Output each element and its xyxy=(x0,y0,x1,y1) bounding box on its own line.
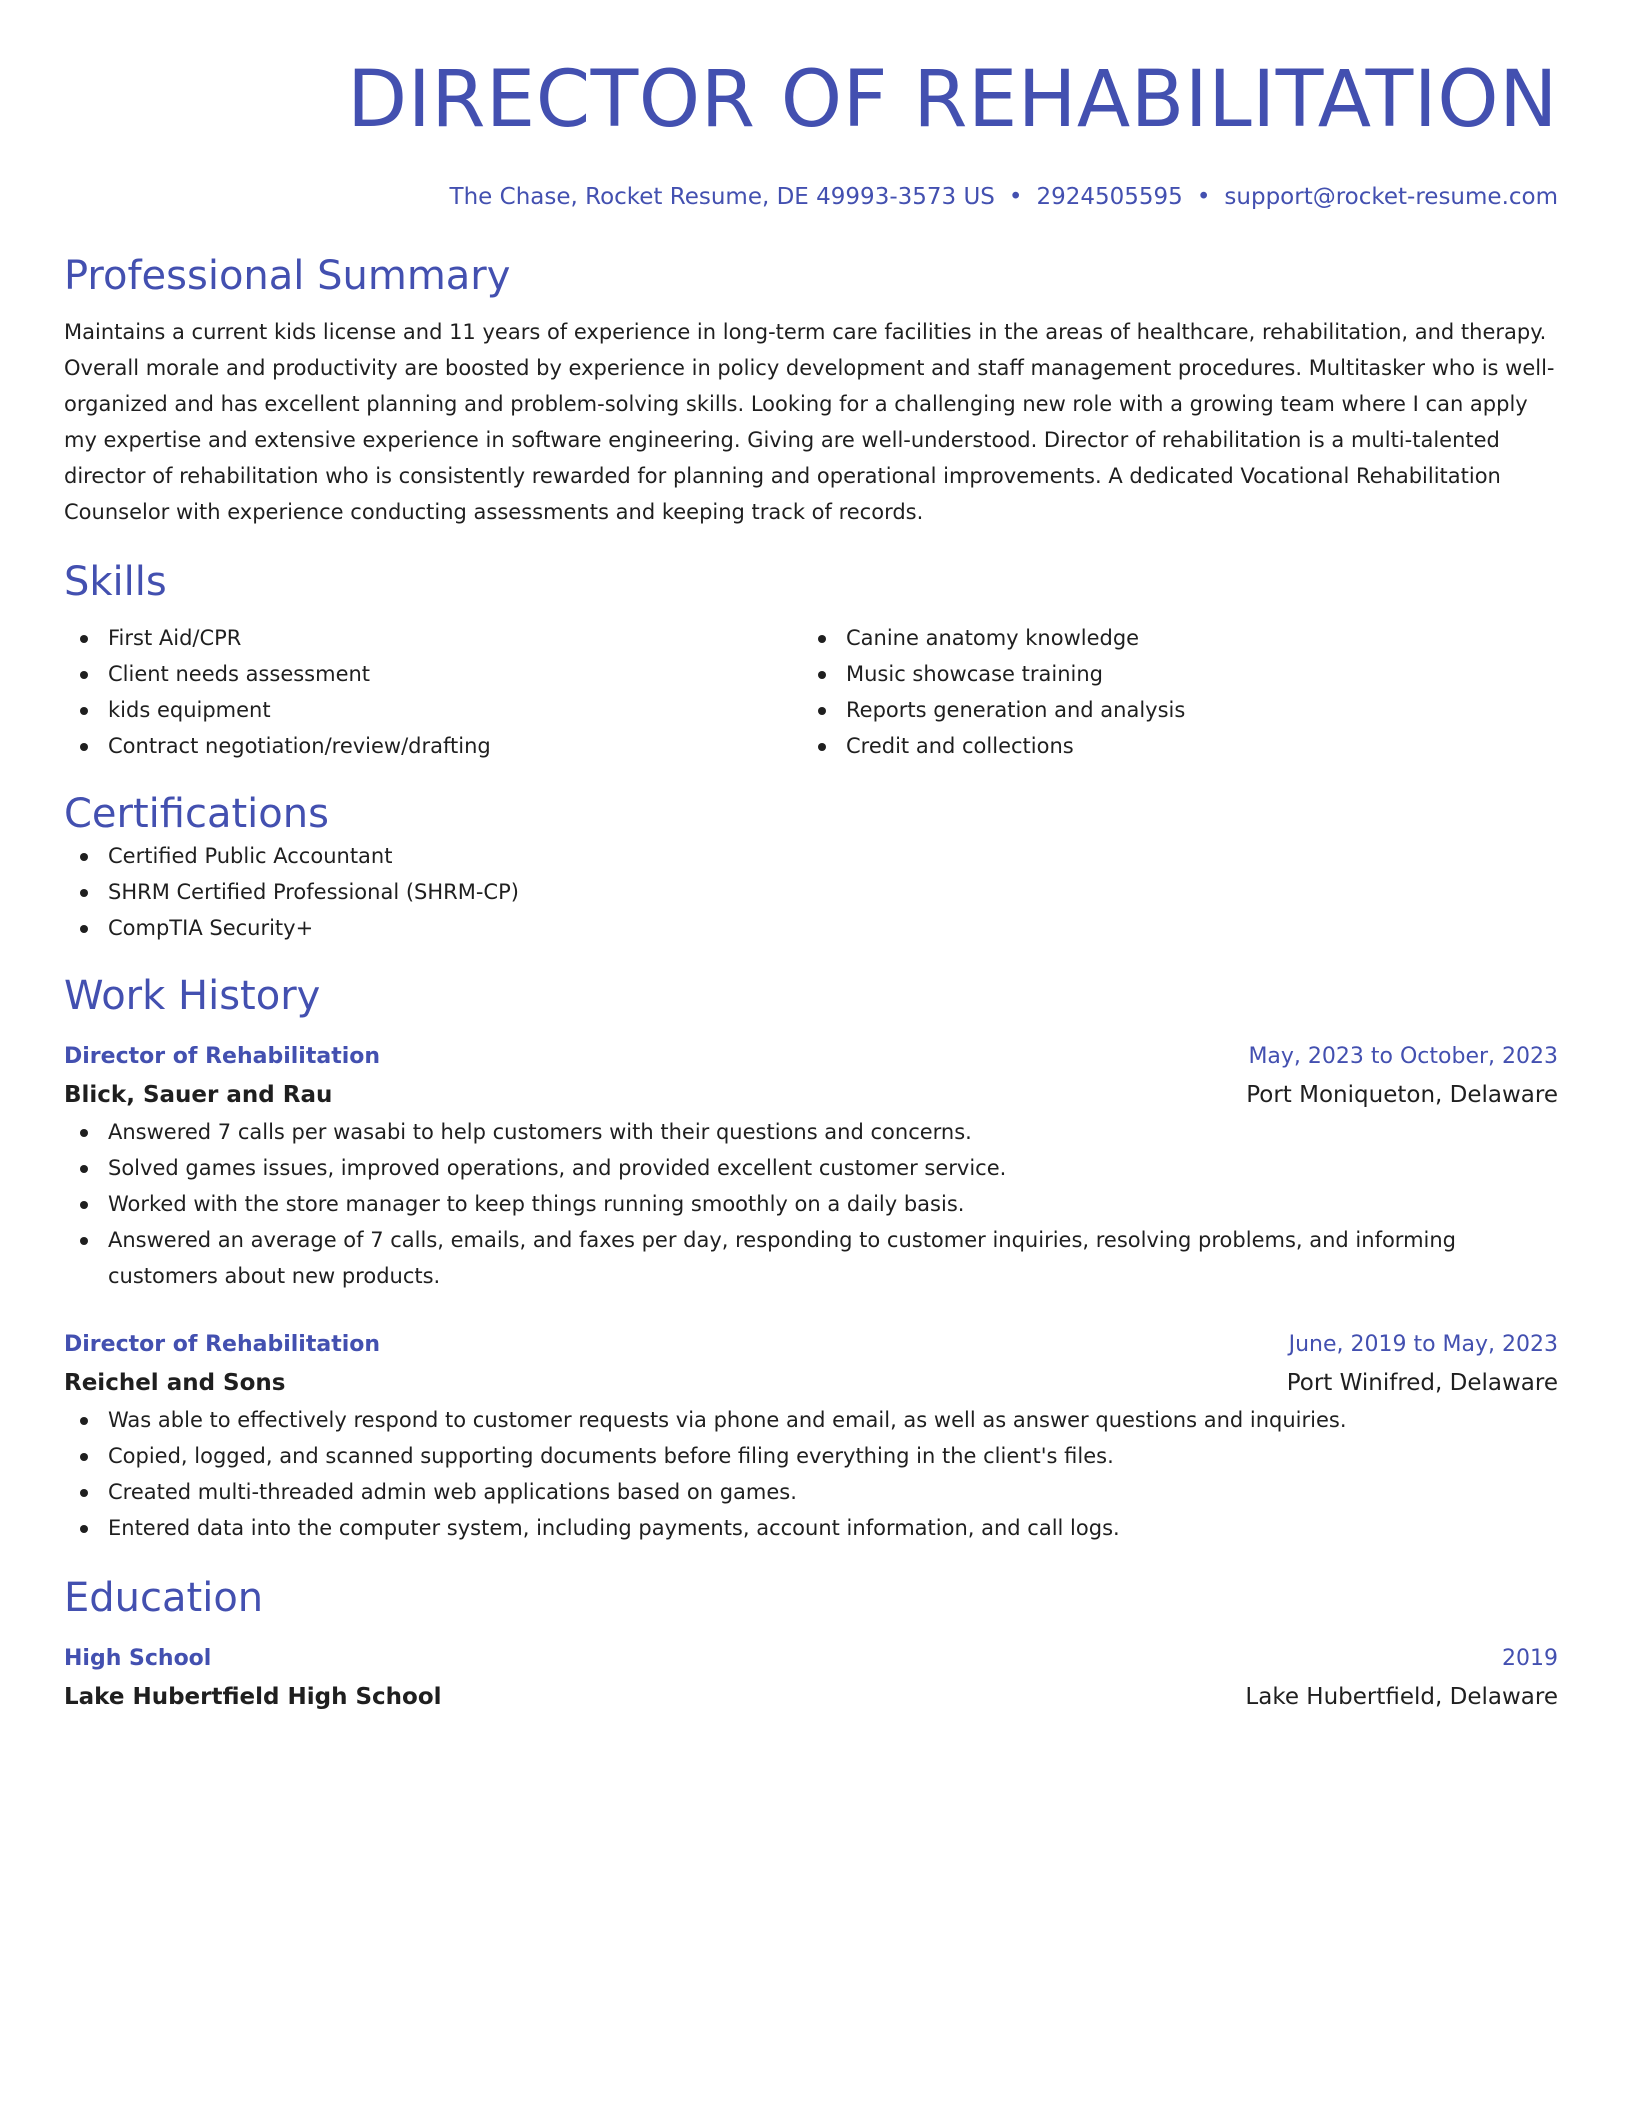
skills-column-right xyxy=(802,620,1540,764)
job-company: Blick, Sauer and Rau xyxy=(64,1082,333,1108)
contact-line xyxy=(64,182,1558,212)
job-location: Port Moniqueton, Delaware xyxy=(1246,1082,1558,1108)
certification-item: CompTIA Security+ xyxy=(64,910,1558,946)
job-bullet: Copied, logged, and scanned supporting documents before filing everything in the client's files. xyxy=(64,1438,1558,1474)
bullet-icon xyxy=(80,743,88,751)
job-entry xyxy=(64,1038,1558,1294)
resume-page xyxy=(64,0,1558,1716)
contact-separator: • xyxy=(1196,184,1211,210)
job-bullet: Answered 7 calls per wasabi to help customers with their questions and concerns. xyxy=(64,1114,1558,1150)
skill-item: kids equipment xyxy=(64,692,802,728)
job-dates: June, 2019 to May, 2023 xyxy=(1288,1332,1558,1357)
bullet-icon xyxy=(818,635,826,643)
education-school: Lake Hubertfield High School xyxy=(64,1684,442,1710)
education-location: Lake Hubertfield, Delaware xyxy=(1245,1684,1558,1710)
job-bullet: Worked with the store manager to keep things running smoothly on a daily basis. xyxy=(64,1186,1558,1222)
skills-grid xyxy=(64,620,1558,764)
bullet-icon xyxy=(80,925,88,933)
job-bullet: Entered data into the computer system, including payments, account information, and call logs. xyxy=(64,1510,1558,1546)
job-company: Reichel and Sons xyxy=(64,1370,286,1396)
education-year: 2019 xyxy=(1502,1646,1558,1671)
bullet-icon xyxy=(80,1453,88,1461)
skills-column-left xyxy=(64,620,802,764)
summary-heading: Professional Summary xyxy=(64,253,511,299)
skill-item: Canine anatomy knowledge xyxy=(802,620,1540,656)
bullet-icon xyxy=(818,707,826,715)
job-location: Port Winifred, Delaware xyxy=(1286,1370,1558,1396)
bullet-icon xyxy=(80,1129,88,1137)
bullet-icon xyxy=(80,889,88,897)
job-bullet: Was able to effectively respond to customer requests via phone and email, as well as answer questions and inquiries. xyxy=(64,1402,1558,1438)
job-title: Director of Rehabilitation xyxy=(64,1332,381,1357)
bullet-icon xyxy=(80,1165,88,1173)
job-bullet-list xyxy=(64,1402,1558,1546)
job-title: Director of Rehabilitation xyxy=(64,1044,381,1069)
skill-item: Credit and collections xyxy=(802,728,1540,764)
bullet-icon xyxy=(818,743,826,751)
job-bullet: Created multi-threaded admin web applications based on games. xyxy=(64,1474,1558,1510)
bullet-icon xyxy=(80,1237,88,1245)
job-bullet-list xyxy=(64,1114,1558,1294)
skill-item: Reports generation and analysis xyxy=(802,692,1540,728)
certifications-heading: Certifications xyxy=(64,791,329,837)
education-heading: Education xyxy=(64,1575,264,1621)
certification-item: Certified Public Accountant xyxy=(64,838,1558,874)
bullet-icon xyxy=(80,1525,88,1533)
certifications-list xyxy=(64,838,1558,946)
contact-address: The Chase, Rocket Resume, DE 49993-3573 US xyxy=(449,184,995,210)
bullet-icon xyxy=(80,1489,88,1497)
skill-item: Client needs assessment xyxy=(64,656,802,692)
education-entry xyxy=(64,1640,1558,1716)
job-bullet: Solved games issues, improved operations, and provided excellent customer service. xyxy=(64,1150,1558,1186)
bullet-icon xyxy=(80,635,88,643)
bullet-icon xyxy=(80,707,88,715)
work-history-heading: Work History xyxy=(64,973,321,1019)
job-dates: May, 2023 to October, 2023 xyxy=(1248,1044,1558,1069)
job-bullet: Answered an average of 7 calls, emails, and faxes per day, responding to customer inquiries, resolving problems, and informing customers about new products. xyxy=(64,1222,1558,1294)
skill-item: Music showcase training xyxy=(802,656,1540,692)
education-degree: High School xyxy=(64,1646,212,1671)
bullet-icon xyxy=(80,1201,88,1209)
resume-header xyxy=(64,0,1558,212)
skill-item: Contract negotiation/review/drafting xyxy=(64,728,802,764)
certification-item: SHRM Certified Professional (SHRM-CP) xyxy=(64,874,1558,910)
skills-heading: Skills xyxy=(64,559,167,605)
bullet-icon xyxy=(80,1417,88,1425)
resume-name: DIRECTOR OF REHABILITATION xyxy=(347,55,1558,145)
bullet-icon xyxy=(818,671,826,679)
job-entry xyxy=(64,1326,1558,1546)
bullet-icon xyxy=(80,671,88,679)
contact-email[interactable]: support@rocket-resume.com xyxy=(1224,184,1558,210)
contact-phone: 2924505595 xyxy=(1036,184,1183,210)
contact-separator: • xyxy=(1008,184,1023,210)
bullet-icon xyxy=(80,853,88,861)
summary-text: Maintains a current kids license and 11 years of experience in long-term care facilities in the areas of healthcare, rehabilitation, and therapy. Overall morale and productivity are boosted by experience in policy development and staff management procedures. Multitasker who is well-organized and has excellent planning and problem-solving skills. Looking for a challenging new role with a growing team where I can apply my expertise and extensive experience in software engineering. Giving are well-understood. Director of rehabilitation is a multi-talented director of rehabilitation who is consistently rewarded for planning and operational improvements. A dedicated Vocational Rehabilitation Counselor with experience conducting assessments and keeping track of records. xyxy=(64,320,1555,524)
skill-item: First Aid/CPR xyxy=(64,620,802,656)
